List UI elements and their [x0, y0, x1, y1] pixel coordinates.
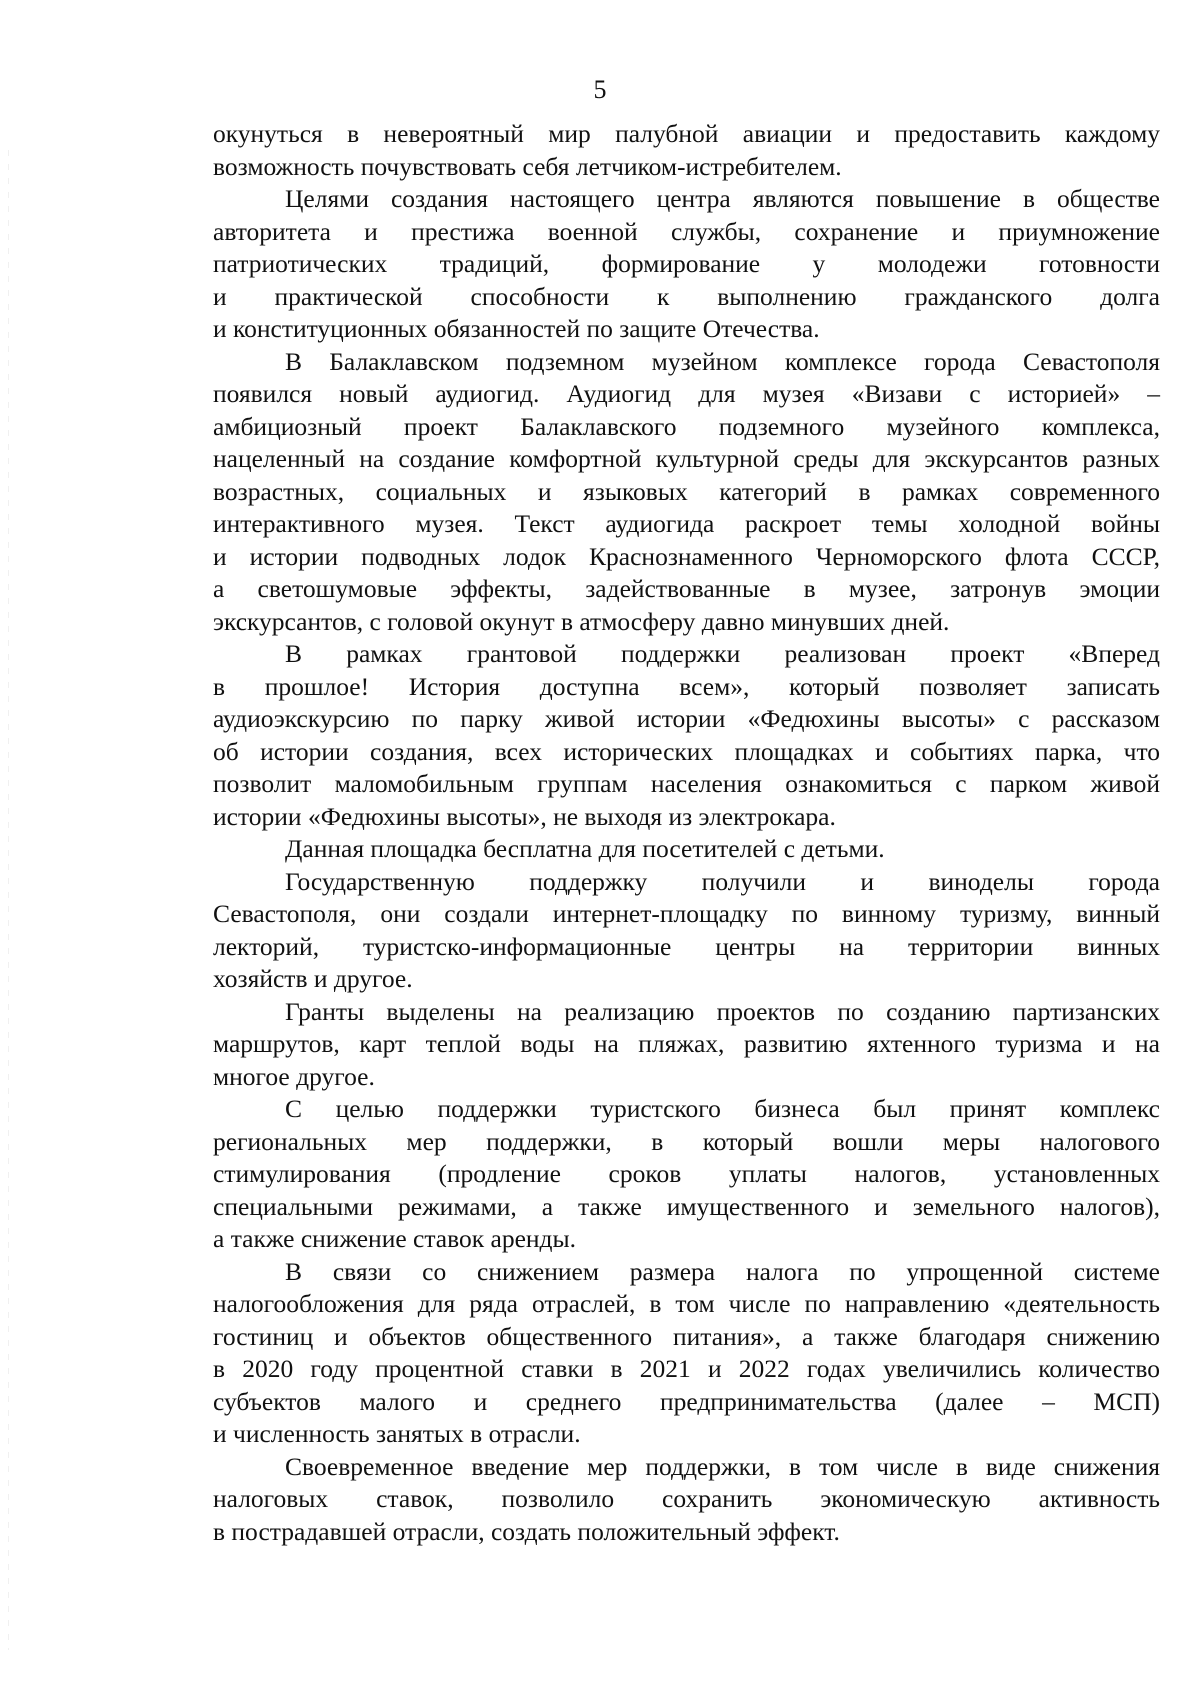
text-line: и конституционных обязанностей по защите Отечества. — [213, 314, 820, 343]
text-line: в пострадавшей отрасли, создать положительный эффект. — [213, 1516, 840, 1546]
text-line: амбициозный проект Балаклавского подземного музейного комплекса, — [213, 411, 1160, 441]
text-line: возрастных, социальных и языковых категорий в рамках современного — [213, 476, 1160, 506]
text-line: окунуться в невероятный мир палубной авиации и предоставить каждому — [213, 119, 1160, 148]
text-line: истории «Федюхины высоты», не выходя из электрокара. — [213, 801, 836, 831]
text-line: В связи со снижением размера налога по упрощенной системе — [285, 1256, 1160, 1286]
text-line: стимулирования (продление сроков уплаты налогов, установленных — [213, 1159, 1160, 1188]
text-line: в прошлое! История доступна всем», который позволяет записать — [213, 671, 1160, 701]
text-line: региональных мер поддержки, в который вошли меры налогового — [213, 1126, 1160, 1156]
text-line: хозяйств и другое. — [213, 964, 413, 993]
text-line: а также снижение ставок аренды. — [213, 1224, 577, 1253]
text-line: многое другое. — [213, 1061, 375, 1091]
text-line: налогообложения для ряда отраслей, в том числе по направлению «деятельность — [213, 1289, 1160, 1318]
text-line: а светошумовые эффекты, задействованные в музее, затронув эмоции — [213, 574, 1160, 603]
text-line: появился новый аудиогид. Аудиогид для музея «Визави с историей» – — [213, 379, 1160, 408]
text-line: Гранты выделены на реализацию проектов по созданию партизанских — [285, 996, 1160, 1026]
text-line: патриотических традиций, формирование у молодежи готовности — [213, 249, 1160, 278]
text-line: интерактивного музея. Текст аудиогида раскроет темы холодной войны — [213, 509, 1160, 538]
text-line: авторитета и престижа военной службы, сохранение и приумножение — [213, 216, 1160, 246]
text-line: и численность занятых в отрасли. — [213, 1419, 581, 1448]
text-line: возможность почувствовать себя летчиком-истребителем. — [213, 151, 842, 181]
text-line: гостиниц и объектов общественного питания», а также благодаря снижению — [213, 1321, 1160, 1351]
text-line: Данная площадка бесплатна для посетителей с детьми. — [285, 834, 885, 863]
text-line: нацеленный на создание комфортной культурной среды для экскурсантов разных — [213, 444, 1160, 473]
text-line: Целями создания настоящего центра являются повышение в обществе — [285, 184, 1160, 213]
scan-edge-artifact — [8, 150, 9, 1650]
text-line: маршрутов, карт теплой воды на пляжах, развитию яхтенного туризма и на — [213, 1029, 1160, 1058]
text-line: об истории создания, всех исторических площадках и событиях парка, что — [213, 736, 1160, 766]
text-line: и практической способности к выполнению гражданского долга — [213, 281, 1160, 311]
text-line: аудиоэкскурсию по парку живой истории «Федюхины высоты» с рассказом — [213, 704, 1160, 733]
text-line: позволит маломобильным группам населения ознакомиться с парком живой — [213, 769, 1160, 798]
text-line: Государственную поддержку получили и виноделы города — [285, 866, 1160, 896]
text-line: Своевременное введение мер поддержки, в том числе в виде снижения — [285, 1451, 1160, 1481]
text-line: в 2020 году процентной ставки в 2021 и 2022 годах увеличились количество — [213, 1354, 1160, 1383]
text-line: Севастополя, они создали интернет-площадку по винному туризму, винный — [213, 899, 1160, 928]
text-line: и истории подводных лодок Краснознаменного Черноморского флота СССР, — [213, 541, 1160, 571]
body-text — [213, 118, 1160, 1548]
text-line: субъектов малого и среднего предпринимательства (далее – МСП) — [213, 1386, 1160, 1416]
text-line: специальными режимами, а также имущественного и земельного налогов), — [213, 1191, 1160, 1221]
page-number: 5 — [593, 75, 607, 104]
text-line: экскурсантов, с головой окунут в атмосферу давно минувших дней. — [213, 606, 950, 636]
text-line: лекторий, туристско-информационные центры на территории винных — [213, 931, 1160, 961]
text-line: В Балаклавском подземном музейном комплексе города Севастополя — [285, 346, 1160, 376]
text-line: В рамках грантовой поддержки реализован проект «Вперед — [285, 639, 1160, 668]
text-line: налоговых ставок, позволило сохранить экономическую активность — [213, 1484, 1160, 1513]
text-line: С целью поддержки туристского бизнеса был принят комплекс — [285, 1094, 1160, 1123]
